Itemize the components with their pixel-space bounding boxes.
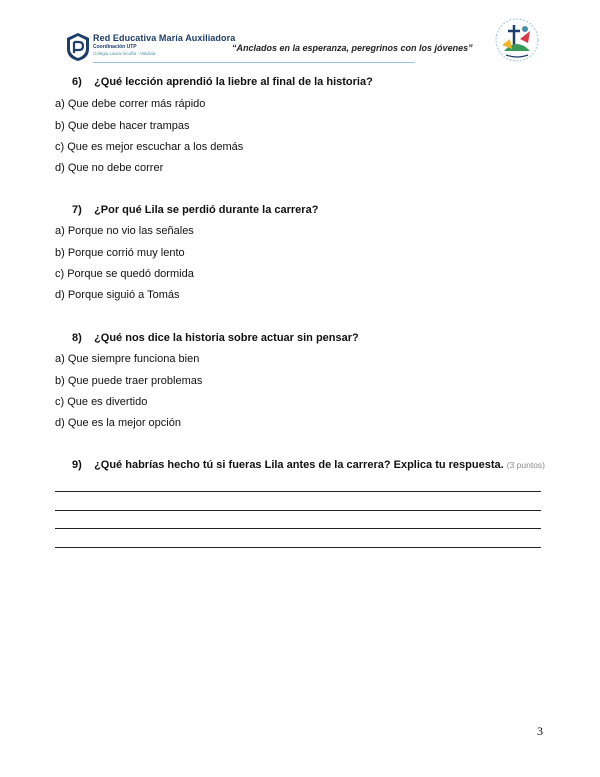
option-8a: a) Que siempre funciona bien: [55, 353, 200, 365]
option-6a: a) Que debe correr más rápido: [55, 98, 206, 110]
option-7b: b) Porque corrió muy lento: [55, 247, 185, 259]
answer-line[interactable]: [55, 491, 541, 492]
question-number: 9): [72, 459, 82, 471]
option-8d: d) Que es la mejor opción: [55, 417, 181, 429]
jubilee-logo-icon: [492, 17, 542, 63]
page-header: [0, 0, 600, 70]
answer-line[interactable]: [55, 510, 541, 511]
header-divider: [93, 62, 415, 63]
option-7a: a) Porque no vio las señales: [55, 225, 194, 237]
question-text: ¿Qué nos dice la historia sobre actuar sin pensar?: [94, 332, 359, 344]
option-8b: b) Que puede traer problemas: [55, 375, 203, 387]
question-7: [72, 204, 318, 216]
organization-block: [93, 33, 235, 56]
page-number: 3: [537, 724, 543, 738]
option-8c: c) Que es divertido: [55, 396, 148, 408]
question-text: ¿Por qué Lila se perdió durante la carrera?: [94, 204, 319, 216]
motto: “Anclados en la esperanza, peregrinos con los jóvenes”: [232, 43, 473, 53]
option-7d: d) Porque siguió a Tomás: [55, 289, 180, 301]
question-number: 6): [72, 76, 82, 88]
question-9: [72, 459, 545, 471]
question-text: ¿Qué lección aprendió la liebre al final de la historia?: [94, 76, 373, 88]
question-6: [72, 76, 373, 88]
question-number: 7): [72, 204, 82, 216]
option-6d: d) Que no debe correr: [55, 162, 164, 174]
school-name: Colegio Laura Vicuña - Valdivia: [93, 51, 156, 56]
organization-name: Red Educativa María Auxiliadora: [93, 33, 236, 43]
answer-line[interactable]: [55, 547, 541, 548]
option-7c: c) Porque se quedó dormida: [55, 268, 194, 280]
answer-line[interactable]: [55, 528, 541, 529]
organization-unit: Coordinación UTP: [93, 44, 137, 50]
question-text: ¿Qué habrías hecho tú si fueras Lila antes de la carrera? Explica tu respuesta.: [94, 459, 504, 471]
option-6c: c) Que es mejor escuchar a los demás: [55, 141, 244, 153]
school-logo-icon: [66, 32, 90, 62]
question-number: 8): [72, 332, 82, 344]
question-8: [72, 332, 359, 344]
question-points: (3 puntos): [506, 460, 546, 470]
option-6b: b) Que debe hacer trampas: [55, 120, 190, 132]
